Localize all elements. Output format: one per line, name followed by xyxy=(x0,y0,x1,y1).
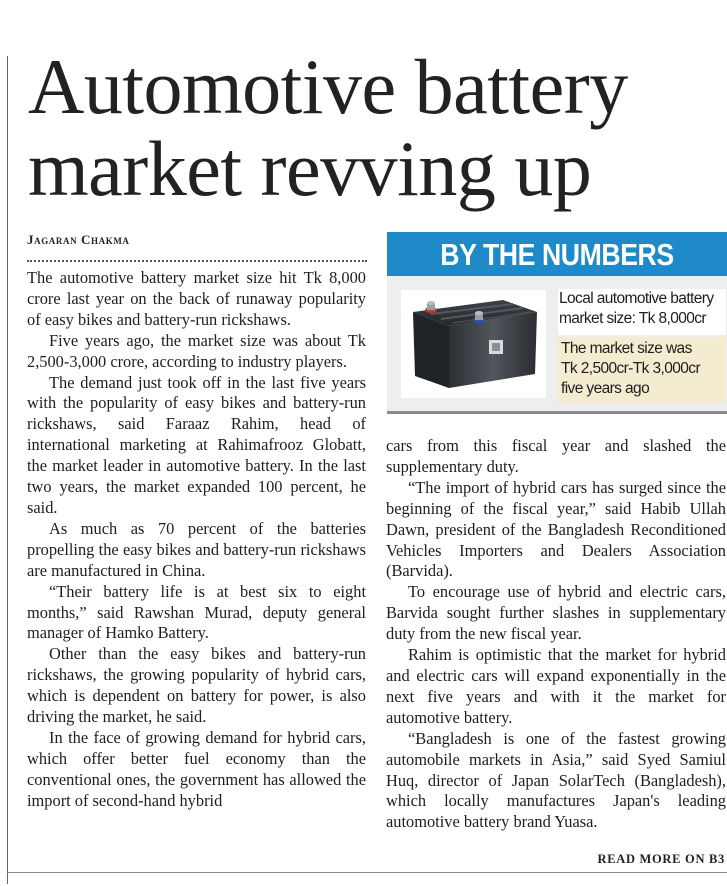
by-the-numbers-box xyxy=(387,232,727,414)
article-column-left xyxy=(27,268,366,812)
column-rule-left xyxy=(7,56,8,884)
article-paragraph: To encourage use of hybrid and electric cars, Barvida sought further slashes in supplementary duty from the new fiscal year. xyxy=(386,582,726,644)
page-bottom-rule xyxy=(7,872,727,873)
battery-image xyxy=(401,290,546,398)
fact-line: five years ago xyxy=(561,380,650,397)
article-paragraph: cars from this fiscal year and slashed the supplementary duty. xyxy=(386,436,726,476)
article-paragraph: As much as 70 percent of the batteries propelling the easy bikes and battery-run rickshaws are manufactured in China. xyxy=(27,518,366,580)
battery-icon xyxy=(401,290,546,398)
read-more-link[interactable]: READ MORE ON B3 xyxy=(597,852,725,866)
fact-market-size xyxy=(558,289,726,335)
byline: Jagaran Chakma xyxy=(27,232,130,247)
article-paragraph: “Bangladesh is one of the fastest growing automobile markets in Asia,” said Syed Samiul Huq, director of Japan SolarTech (Bangladesh), which locally manufactures Japan's leading automotive battery brand Yuasa. xyxy=(386,728,726,832)
article-paragraph: Five years ago, the market size was about Tk 2,500-3,000 crore, according to industry players. xyxy=(27,330,366,371)
fact-line: Local automotive battery xyxy=(559,290,714,307)
fact-five-years-ago xyxy=(558,337,726,403)
article-paragraph: Rahim is optimistic that the market for hybrid and electric cars will expand exponentially in the next five years and with it the market for automotive battery. xyxy=(386,645,726,727)
article-paragraph: The automotive battery market size hit Tk 8,000 crore last year on the back of runaway popularity of easy bikes and battery-run rickshaws. xyxy=(27,268,366,329)
headline-line-2: market revving up xyxy=(28,125,592,212)
headline-line-1: Automotive battery xyxy=(28,43,628,130)
fact-line: Tk 2,500cr-Tk 3,000cr xyxy=(561,360,701,377)
article-paragraph: “The import of hybrid cars has surged since the beginning of the fiscal year,” said Habib Ullah Dawn, president of the Bangladesh Reconditioned Vehicles Importers and Dealers Association (Barvida). xyxy=(386,477,726,581)
article-paragraph: In the face of growing demand for hybrid cars, which offer better fuel economy than the conventional ones, the government has allowed the import of second-hand hybrid xyxy=(27,727,366,810)
fact-line: market size: Tk 8,000cr xyxy=(559,310,706,327)
by-the-numbers-title: BY THE NUMBERS xyxy=(411,232,703,276)
article-paragraph: Other than the easy bikes and battery-run rickshaws, the growing popularity of hybrid cars, which is dependent on battery for power, is also driving the market, he said. xyxy=(27,644,366,727)
article-paragraph: “Their battery life is at best six to eight months,” said Rawshan Murad, deputy general manager of Hamko Battery. xyxy=(27,581,366,643)
box-bottom-rule xyxy=(387,411,727,414)
headline xyxy=(28,43,727,212)
article-column-right xyxy=(386,436,726,833)
article-paragraph: The demand just took off in the last five years with the popularity of easy bikes and battery-run rickshaws, said Faraaz Rahim, head of international marketing at Rahimafrooz Globatt, the market leader in automotive battery. In the last two years, the market expanded 100 percent, he said. xyxy=(27,372,366,517)
fact-line: The market size was xyxy=(561,340,692,357)
dotted-divider xyxy=(27,260,367,262)
